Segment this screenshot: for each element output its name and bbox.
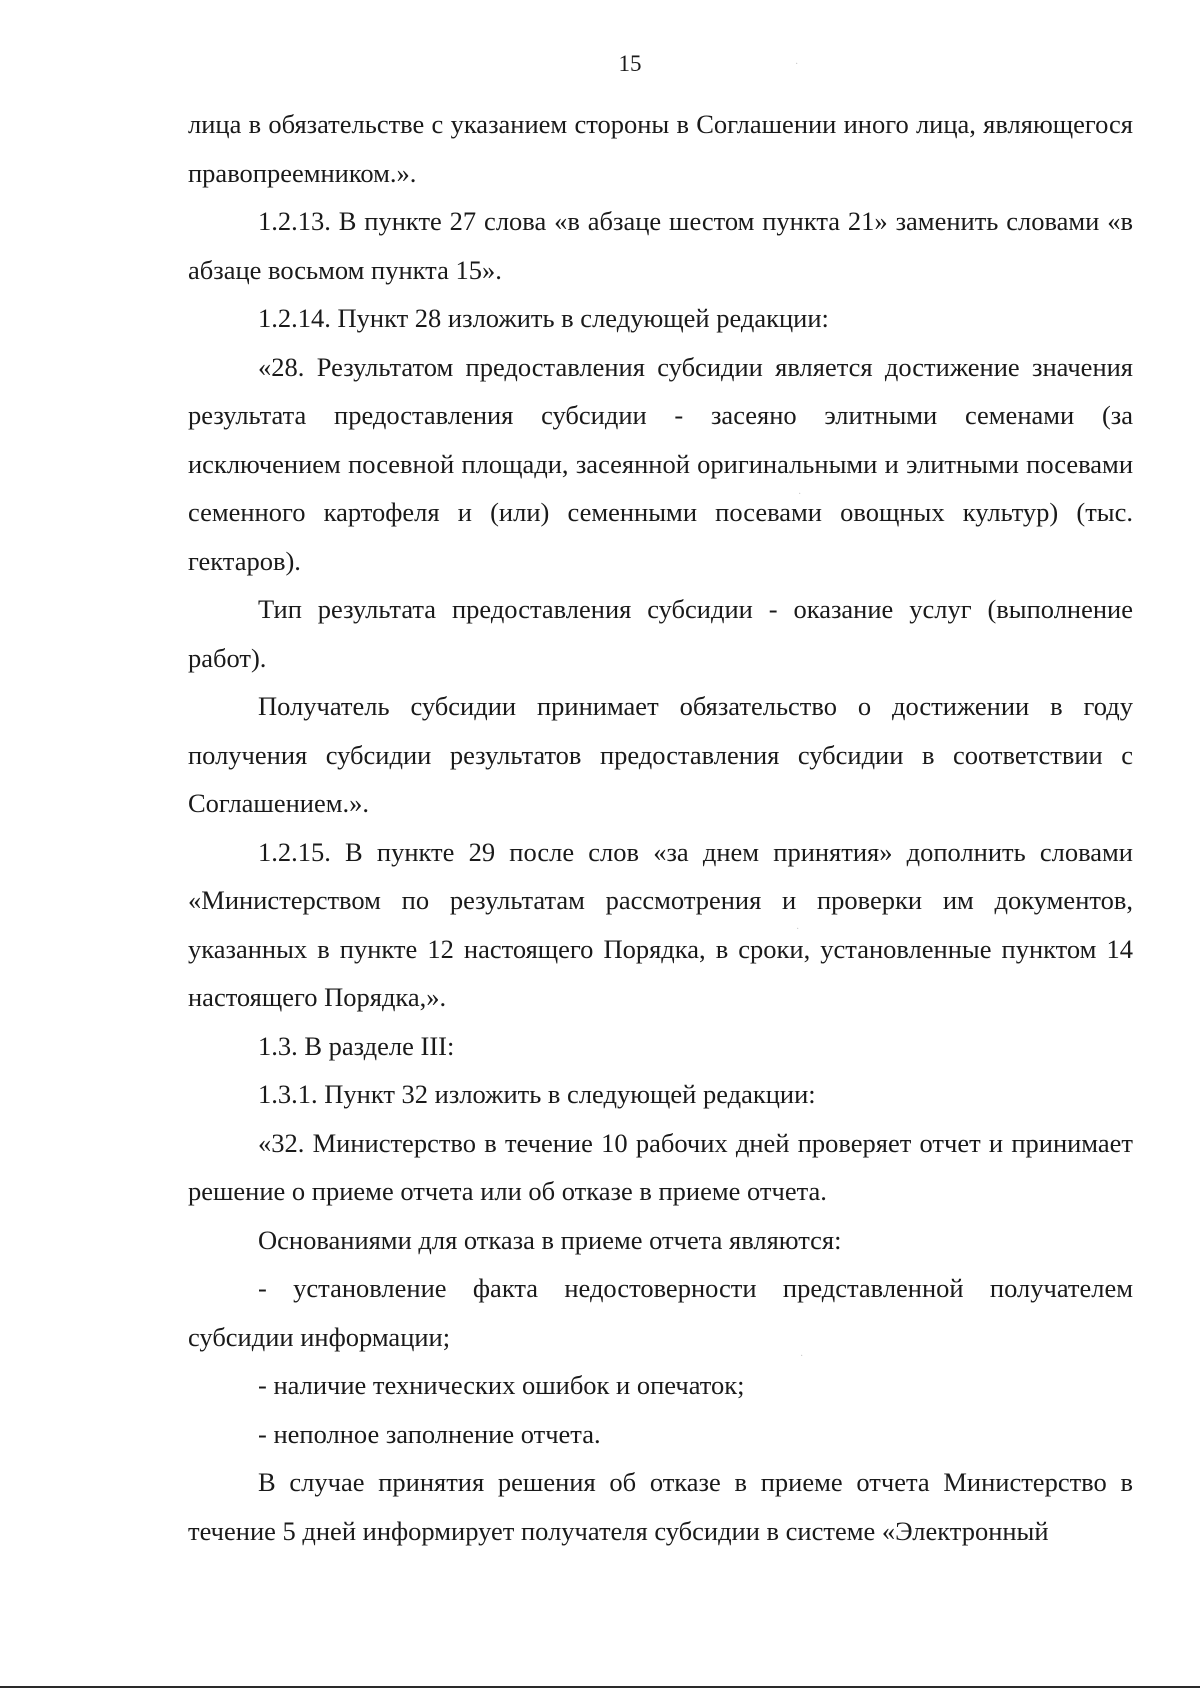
document-body xyxy=(188,100,1133,1555)
paragraph: «32. Министерство в течение 10 рабочих дней проверяет отчет и принимает решение о приеме отчета или об отказе в приеме отчета. xyxy=(188,1127,1133,1206)
paragraph: 1.3.1. Пункт 32 изложить в следующей редакции: xyxy=(258,1079,816,1109)
page-number: 15 xyxy=(618,51,642,76)
paragraph: «28. Результатом предоставления субсидии является достижение значения результата предоставления субсидии - засеяно элитными семенами (за исключением посевной площади, засеянной оригинальными и элитными посевами семенного картофеля и (или) семенными посевами овощных культур) (тыс. гектаров). xyxy=(188,351,1133,576)
paragraph: 1.2.13. В пункте 27 слова «в абзаце шестом пункта 21» заменить словами «в абзаце восьмом пункта 15». xyxy=(188,206,1133,285)
paragraph: 1.2.14. Пункт 28 изложить в следующей редакции: xyxy=(258,303,829,333)
scan-speck: · xyxy=(796,924,800,935)
paragraph: лица в обязательстве с указанием стороны в Соглашении иного лица, являющегося правопреемником.». xyxy=(188,109,1133,188)
paragraph: Получатель субсидии принимает обязательство о достижении в году получения субсидии результатов предоставления субсидии в соответствии с Соглашением.». xyxy=(188,691,1133,818)
scan-speck: · xyxy=(795,59,799,70)
paragraph: 1.2.15. В пункте 29 после слов «за днем принятия» дополнить словами «Министерством по результатам рассмотрения и проверки им документов, указанных в пункте 12 настоящего Порядка, в сроки, установленные пунктом 14 настоящего Порядка,». xyxy=(188,836,1133,1012)
paragraph: Основаниями для отказа в приеме отчета являются: xyxy=(258,1224,842,1255)
paragraph: Тип результата предоставления субсидии - оказание услуг (выполнение работ). xyxy=(188,594,1133,673)
paragraph: В случае принятия решения об отказе в приеме отчета Министерство в течение 5 дней информирует получателя субсидии в системе «Электронный xyxy=(188,1467,1133,1546)
paragraph: - установление факта недостоверности представленной получателем субсидии информации; xyxy=(188,1273,1133,1352)
page-bottom-rule xyxy=(0,1686,1200,1688)
paragraph: 1.3. В разделе III: xyxy=(258,1030,455,1061)
paragraph: - неполное заполнение отчета. xyxy=(258,1418,601,1449)
scan-speck: · xyxy=(798,489,802,500)
paragraph: - наличие технических ошибок и опечаток; xyxy=(258,1370,745,1400)
scan-speck: · xyxy=(800,1351,804,1362)
